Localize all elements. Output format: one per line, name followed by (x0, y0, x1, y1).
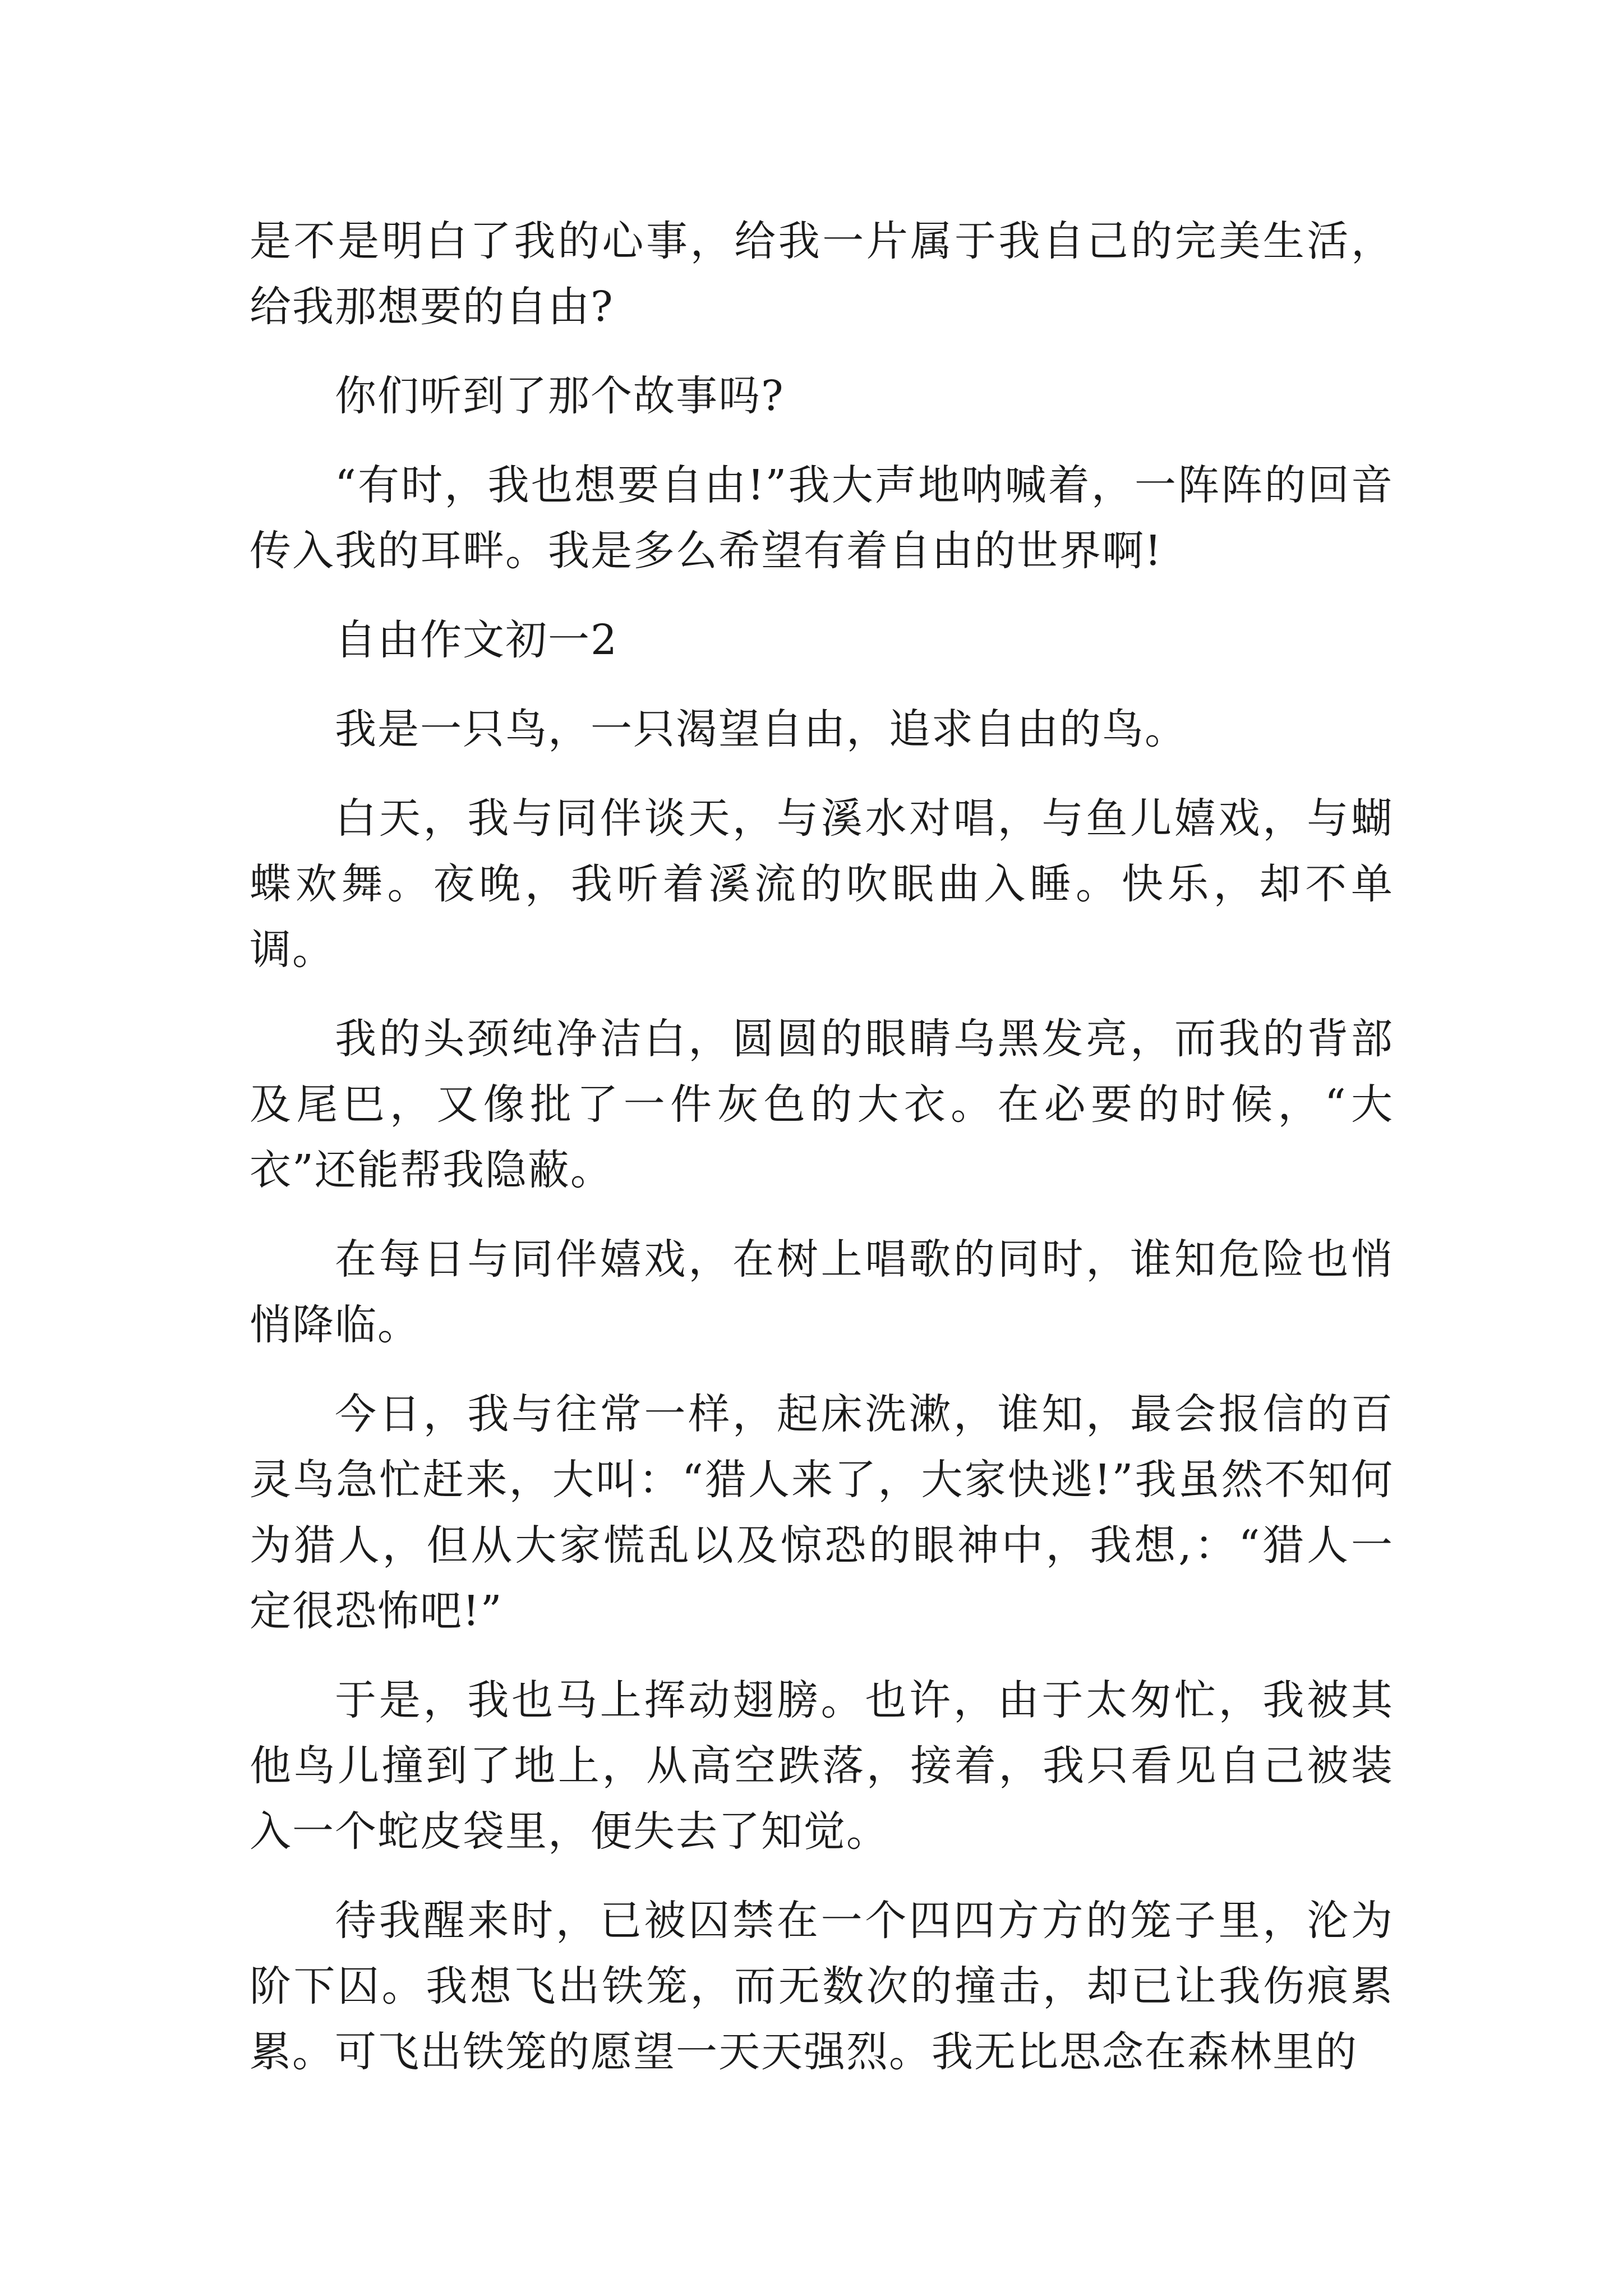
paragraph: 在每日与同伴嬉戏，在树上唱歌的同时，谁知危险也悄悄降临。 (250, 1235, 1394, 1349)
paragraph-continuation: 是不是明白了我的心事，给我一片属于我自己的完美生活，给我那想要的自由? (250, 217, 1394, 331)
paragraph: “有时，我也想要自由!”我大声地呐喊着，一阵阵的回音传入我的耳畔。我是多么希望有着自由的世界啊! (250, 461, 1394, 575)
paragraph: 今日，我与往常一样，起床洗漱，谁知，最会报信的百灵鸟急忙赶来，大叫：“猎人来了，大家快逃!”我虽然不知何为猎人，但从大家慌乱以及惊恐的眼神中，我想,：“猎人一定很恐怖吧!” (250, 1390, 1394, 1635)
paragraph: 于是，我也马上挥动翅膀。也许，由于太匆忙，我被其他鸟儿撞到了地上，从高空跌落，接着，我只看见自己被装入一个蛇皮袋里，便失去了知觉。 (250, 1676, 1394, 1856)
paragraph: 白天，我与同伴谈天，与溪水对唱，与鱼儿嬉戏，与蝴蝶欢舞。夜晚，我听着溪流的吹眠曲入睡。快乐，却不单调。 (250, 794, 1394, 974)
document-body (250, 209, 1394, 2109)
paragraph: 我是一只鸟，一只渴望自由，追求自由的鸟。 (335, 705, 1187, 753)
paragraph: 我的头颈纯净洁白，圆圆的眼睛乌黑发亮，而我的背部及尾巴，又像批了一件灰色的大衣。在必要的时候，“大衣”还能帮我隐蔽。 (250, 1015, 1394, 1194)
paragraph: 待我醒来时，已被囚禁在一个四四方方的笼子里，沦为阶下囚。我想飞出铁笼，而无数次的撞击，却已让我伤痕累累。可飞出铁笼的愿望一天天强烈。我无比思念在森林里的 (250, 1897, 1394, 2076)
paragraph: 你们听到了那个故事吗? (335, 372, 785, 420)
section-heading: 自由作文初一2 (335, 616, 619, 664)
